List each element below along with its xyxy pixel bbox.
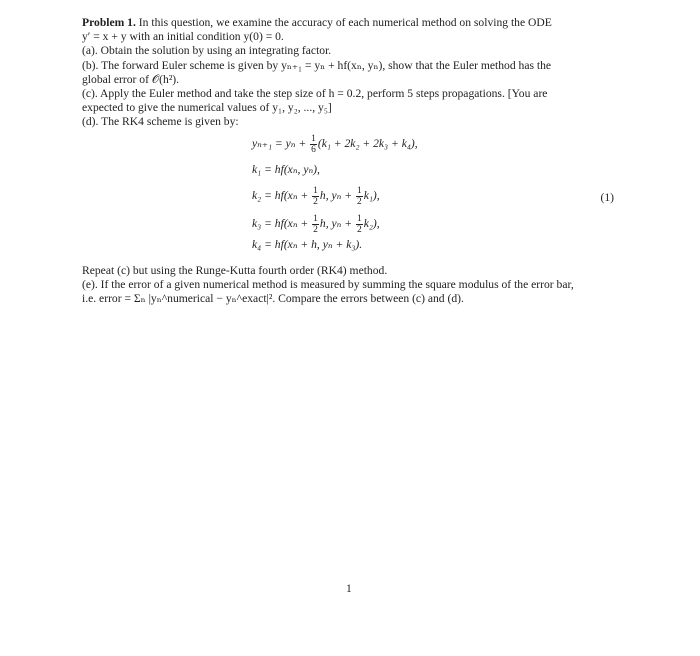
fraction-one-sixth: $\frac{1}{6}$	[311, 134, 316, 155]
equation-row-4: k₃ = hf(xₙ + $\frac{1}{2}$ h, yₙ + $\frac{1}{2}$ k₂),	[252, 214, 380, 235]
equation-row-1: yₙ₊₁ = yₙ + $\frac{1}{6}$ (k₁ + 2k₂ + 2k₃ + k₄),	[252, 134, 418, 155]
intro-line-1: Problem 1. In this question, we examine the accuracy of each numerical method on solving the ODE	[82, 16, 552, 29]
part-e-line-1: (e). If the error of a given numerical method is measured by summing the square modulus of the error bar,	[82, 278, 574, 292]
problem-heading: Problem 1.	[82, 16, 136, 29]
fraction-one-half: $\frac{1}{2}$	[356, 186, 362, 207]
page-number: 1	[346, 582, 352, 595]
part-e-line-2: i.e. error = Σₙ |yₙ^numerical − yₙ^exact|². Compare the errors between (c) and (d).	[82, 292, 464, 306]
intro-line-2: y′ = x + y with an initial condition y(0) = 0.	[82, 30, 284, 44]
part-b-line-2: global error of 𝒪(h²).	[82, 72, 180, 86]
fraction-one-half: $\frac{1}{2}$	[356, 214, 362, 235]
followup-statement	[82, 264, 618, 307]
equation-number: (1)	[600, 191, 614, 204]
equation-row-5: k₄ = hf(xₙ + h, yₙ + k₃).	[252, 238, 363, 251]
problem-statement	[82, 16, 618, 130]
equation-row-2: k₁ = hf(xₙ, yₙ),	[252, 163, 320, 176]
part-a: (a). Obtain the solution by using an integrating factor.	[82, 44, 332, 58]
part-d: (d). The RK4 scheme is given by:	[82, 115, 239, 129]
part-c-line-2: expected to give the numerical values of y₁, y₂, ..., y₅]	[82, 101, 332, 115]
repeat-line: Repeat (c) but using the Runge-Kutta fourth order (RK4) method.	[82, 264, 388, 277]
part-b-line-1: (b). The forward Euler scheme is given by yₙ₊₁ = yₙ + hf(xₙ, yₙ), show that the Euler method has the	[82, 58, 552, 72]
fraction-one-half: $\frac{1}{2}$	[313, 186, 318, 207]
fraction-one-half: $\frac{1}{2}$	[313, 214, 318, 235]
part-c-line-1: (c). Apply the Euler method and take the step size of h = 0.2, perform 5 steps propagations. [You are	[82, 87, 548, 101]
equation-row-3: k₂ = hf(xₙ + $\frac{1}{2}$ h, yₙ + $\frac{1}{2}$ k₁),	[252, 186, 380, 207]
